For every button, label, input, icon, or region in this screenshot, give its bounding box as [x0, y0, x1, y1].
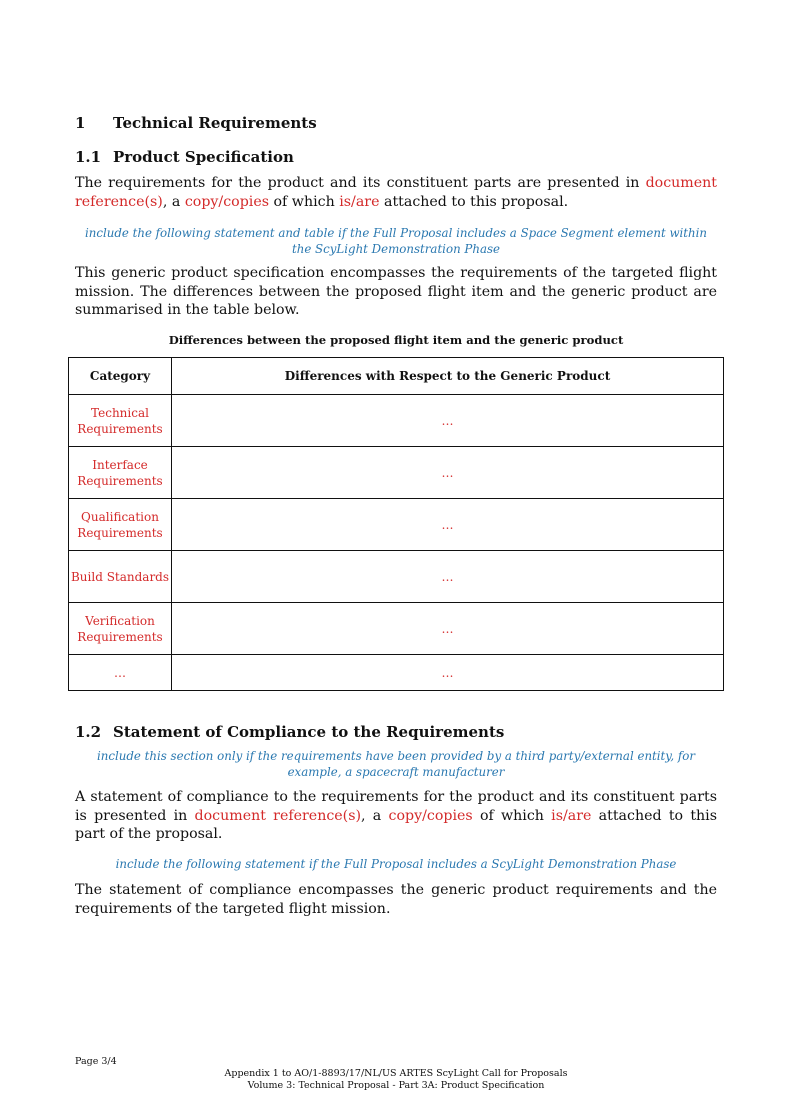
table-row — [69, 447, 724, 499]
difference-cell: … — [172, 499, 724, 551]
category-cell: Build Standards — [69, 551, 172, 603]
section-1-title: Technical Requirements — [113, 114, 317, 132]
document-footer — [75, 1068, 717, 1092]
instruction-note-demonstration: include the following statement if the Full Proposal includes a ScyLight Demonstration Phase — [115, 857, 677, 871]
difference-cell: … — [172, 551, 724, 603]
category-cell: Qualification Requirements — [69, 499, 172, 551]
page-number: Page 3/4 — [75, 1056, 117, 1067]
section-1-1-title: Product Specification — [113, 148, 294, 166]
text-segment: of which — [269, 193, 340, 210]
difference-cell: … — [172, 447, 724, 499]
text-segment: , a — [361, 807, 389, 824]
section-1-2-number: 1.2 — [75, 723, 102, 741]
generic-spec-paragraph: This generic product specification encompasses the requirements of the targeted flight mission. The differences between the proposed flight item and the generic product are summarised in the table below. — [75, 265, 717, 318]
differences-table — [68, 357, 724, 691]
table-row — [69, 655, 724, 691]
table-row — [69, 603, 724, 655]
instruction-note-third-party: include this section only if the requirements have been provided by a third party/external entity, for example, a spacecraft manufacturer — [96, 749, 696, 779]
section-1-2-heading — [75, 723, 504, 741]
table-header-row — [69, 358, 724, 395]
table-row — [69, 395, 724, 447]
difference-cell: … — [172, 603, 724, 655]
section-1-1-number: 1.1 — [75, 148, 102, 166]
category-cell: Verification Requirements — [69, 603, 172, 655]
compliance-paragraph — [75, 788, 717, 844]
section-1-1-heading — [75, 148, 294, 166]
placeholder-copy: copy/copies — [388, 807, 473, 824]
placeholder-is-are: is/are — [551, 807, 592, 824]
section-1-number: 1 — [75, 114, 86, 132]
table-row — [69, 499, 724, 551]
difference-cell: … — [172, 395, 724, 447]
placeholder-copy: copy/copies — [184, 193, 269, 210]
text-segment: attached to this part of the proposal. — [75, 807, 717, 842]
footer-line-2: Volume 3: Technical Proposal - Part 3A: Product Specification — [247, 1080, 545, 1091]
text-segment: A statement of compliance to the requirements for the product and its constituent parts is presented in — [75, 789, 717, 824]
text-segment: The requirements for the product and its constituent parts are presented in — [75, 175, 646, 191]
placeholder-document-reference: document reference(s) — [75, 175, 717, 210]
footer-line-1: Appendix 1 to AO/1-8893/17/NL/US ARTES ScyLight Call for Proposals — [224, 1068, 568, 1079]
text-segment: of which — [472, 807, 552, 824]
text-segment: attached to this proposal. — [379, 193, 569, 210]
placeholder-document-reference: document reference(s) — [194, 807, 362, 824]
requirements-paragraph — [75, 174, 717, 211]
category-cell: Interface Requirements — [69, 447, 172, 499]
compliance-statement-paragraph: The statement of compliance encompasses the generic product requirements and the requirements of the targeted flight mission. — [75, 882, 717, 917]
instruction-note-table: include the following statement and table if the Full Proposal includes a Space Segment element within the ScyLight Demonstration Phase — [84, 226, 708, 256]
table-caption: Differences between the proposed flight item and the generic product — [168, 333, 624, 347]
table-row — [69, 551, 724, 603]
column-header-category: Category — [69, 358, 172, 395]
text-segment: , a — [162, 193, 185, 210]
placeholder-is-are: is/are — [339, 193, 380, 210]
category-cell: … — [69, 655, 172, 691]
section-1-heading — [75, 114, 317, 132]
column-header-differences: Differences with Respect to the Generic Product — [172, 358, 724, 395]
difference-cell: … — [172, 655, 724, 691]
section-1-2-title: Statement of Compliance to the Requirements — [113, 723, 505, 741]
category-cell: Technical Requirements — [69, 395, 172, 447]
